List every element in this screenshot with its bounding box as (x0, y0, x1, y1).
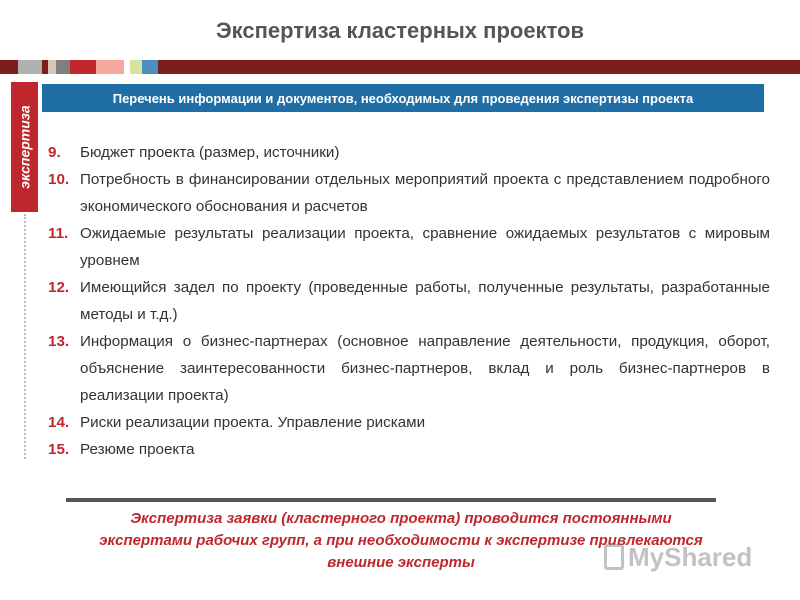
footer-divider (66, 498, 716, 502)
footer-line: экспертами рабочих групп, а при необходимости к экспертизе привлекаются (99, 532, 703, 549)
item-number: 11. (48, 225, 69, 242)
item-text: Ожидаемые результаты реализации проекта, сравнение ожидаемых результатов с мировым уровнем (80, 225, 770, 269)
item-text: Бюджет проекта (размер, источники) (80, 144, 340, 161)
top-color-bar (0, 60, 800, 74)
list-item (48, 166, 770, 220)
list-item (48, 139, 770, 166)
item-text: Риски реализации проекта. Управление рисками (80, 414, 426, 431)
item-number: 12. (48, 279, 70, 296)
list-item (48, 220, 770, 274)
color-swatch (142, 60, 158, 74)
item-number: 13. (48, 333, 70, 350)
item-text: Информация о бизнес-партнерах (основное направление деятельности, продукция, оборот, объяснение заинтересованности бизнес-партнеров, вклад и роль бизнес-партнеров в реализации проекта) (80, 333, 770, 404)
sidebar-divider (24, 214, 26, 459)
sidebar-tab (11, 82, 38, 212)
item-number: 10. (48, 171, 70, 188)
color-swatch (70, 60, 96, 74)
list-item (48, 409, 770, 436)
color-swatch (96, 60, 124, 74)
color-swatch (48, 60, 56, 74)
requirements-list (48, 139, 770, 463)
color-swatch (130, 60, 142, 74)
item-number: 15. (48, 441, 70, 458)
list-item (48, 328, 770, 409)
footer-line: Экспертиза заявки (кластерного проекта) проводится постоянными (130, 510, 672, 527)
list-item (48, 274, 770, 328)
color-swatch (18, 60, 42, 74)
watermark-logo (604, 540, 764, 574)
list-item (48, 436, 770, 463)
page-title: Экспертиза кластерных проектов (215, 18, 585, 43)
sidebar-label: экспертиза (16, 105, 33, 189)
item-text: Резюме проекта (80, 441, 195, 458)
watermark-icon (604, 544, 624, 570)
color-swatch (56, 60, 70, 74)
item-number: 14. (48, 414, 70, 431)
item-text: Имеющийся задел по проекту (проведенные работы, полученные результаты, разработанные методы и т.д.) (80, 279, 770, 323)
watermark-text: MyShared (628, 541, 753, 572)
item-number: 9. (48, 144, 61, 161)
footer-line: внешние эксперты (327, 554, 475, 571)
item-text: Потребность в финансировании отдельных мероприятий проекта с представлением подробного экономического обоснования и расчетов (80, 171, 770, 215)
section-header: Перечень информации и документов, необходимых для проведения экспертизы проекта (42, 84, 764, 112)
